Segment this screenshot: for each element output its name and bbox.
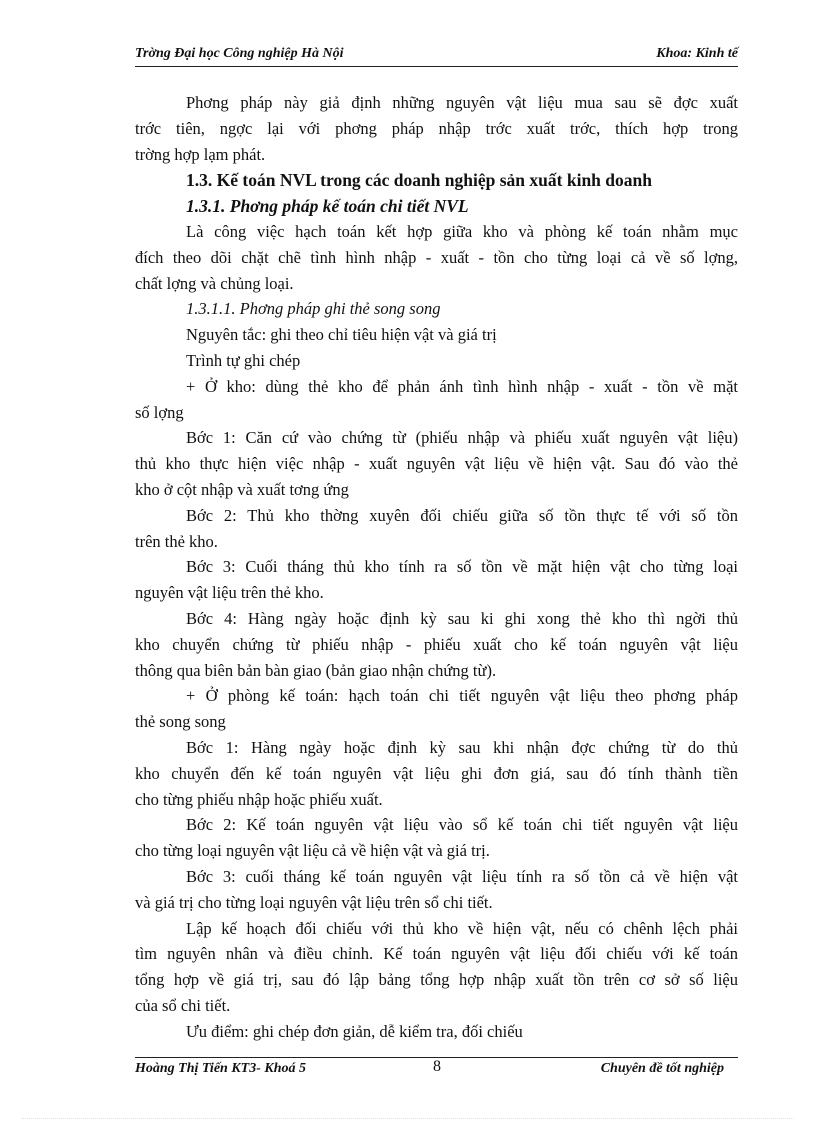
page-header [135, 46, 738, 67]
text-line: chất lợng và chủng loại. [135, 273, 294, 293]
page-number: 8 [433, 1058, 441, 1075]
text-line: Là công việc hạch toán kết hợp giữa kho và phòng kế toán nhằm mục [186, 222, 738, 241]
text-line: Bớc 3: cuối tháng kế toán nguyên vật liệu tính ra số tồn cả về hiện vật [186, 867, 738, 886]
header-faculty: Khoa: Kinh tế [656, 46, 738, 61]
text-line: số lợng [135, 402, 184, 422]
header-school: Trờng Đại học Công nghiệp Hà Nội [135, 46, 344, 61]
text-line: Lập kế hoạch đối chiếu với thủ kho về hiện vật, nếu có chênh lệch phải [186, 918, 738, 938]
page-footer [135, 1057, 738, 1080]
text-line: Trình tự ghi chép [186, 351, 301, 370]
text-line: nguyên vật liệu trên thẻ kho. [135, 583, 324, 603]
footer-title: Chuyên đề tốt nghiệp [600, 1061, 724, 1076]
text-line: + Ở kho: dùng thẻ kho để phản ánh tình hình nhập - xuất - tồn về mặt [186, 376, 738, 396]
text-line: thông qua biên bản bàn giao (bản giao nhận chứng từ). [135, 660, 497, 680]
text-line: 1.3.1.1. Phơng pháp ghi thẻ song song [186, 299, 441, 319]
text-line: Bớc 4: Hàng ngày hoặc định kỳ sau ki ghi xong thẻ kho thì ngời thủ [186, 609, 738, 628]
text-line: kho chuyển chứng từ phiếu nhập - phiếu xuất cho kế toán nguyên vật liệu [135, 634, 738, 654]
text-line: Bớc 2: Kế toán nguyên vật liệu vào sổ kế toán chi tiết nguyên vật liệu [186, 815, 738, 835]
text-line: tổng hợp về giá trị, sau đó lập bảng tổng hợp nhập xuất tồn trên cơ sở số liệu [135, 970, 738, 990]
text-line: của sổ chi tiết. [135, 996, 231, 1015]
text-line: Bớc 2: Thủ kho thờng xuyên đối chiếu giữa số tồn thực tế với số tồn [186, 505, 738, 525]
text-line: cho từng loại nguyên vật liệu cả về hiện vật và giá trị. [135, 841, 490, 861]
text-line: đích theo dõi chặt chẽ tình hình nhập - xuất - tồn cho từng loại cả về số lợng, [135, 247, 738, 267]
page-edge [22, 1118, 794, 1119]
text-line: trớc tiên, ngợc lại với phơng pháp nhập trớc xuất trớc, thích hợp trong [135, 118, 738, 138]
text-line: thủ kho thực hiện việc nhập - xuất nguyên vật liệu về hiện vật. Sau đó vào thẻ [135, 454, 738, 474]
text-line: trên thẻ kho. [135, 531, 218, 551]
text-line: Bớc 1: Hàng ngày hoặc định kỳ sau khi nhận đợc chứng từ do thủ [186, 738, 738, 757]
text-line: kho ở cột nhập và xuất tơng ứng [135, 480, 349, 499]
text-line: kho chuyển đến kế toán nguyên vật liệu ghi đơn giá, sau đó tính thành tiền [135, 763, 738, 783]
text-line: Bớc 3: Cuối tháng thủ kho tính ra số tồn về mặt hiện vật cho từng loại [186, 557, 738, 577]
text-line: trờng hợp lạm phát. [135, 144, 266, 164]
text-line: và giá trị cho từng loại nguyên vật liệu trên sổ chi tiết. [135, 892, 493, 912]
text-line: + Ở phòng kế toán: hạch toán chi tiết nguyên vật liệu theo phơng pháp [186, 686, 738, 706]
text-line: Ưu điểm: ghi chép đơn giản, dễ kiểm tra, đối chiếu [186, 1021, 523, 1041]
text-line: 1.3. Kế toán NVL trong các doanh nghiệp sản xuất kinh doanh [186, 170, 652, 191]
text-line: tìm nguyên nhân và điều chỉnh. Kế toán nguyên vật liệu đối chiếu với kế toán [135, 944, 738, 964]
footer-author: Hoàng Thị Tiến KT3- Khoá 5 [135, 1061, 307, 1076]
text-line: thẻ song song [135, 712, 226, 732]
text-line: Bớc 1: Căn cứ vào chứng từ (phiếu nhập và phiếu xuất nguyên vật liệu) [186, 428, 738, 448]
text-line: 1.3.1. Phơng pháp kế toán chi tiết NVL [186, 196, 469, 217]
text-line: cho từng phiếu nhập hoặc phiếu xuất. [135, 789, 383, 809]
text-line: Nguyên tắc: ghi theo chỉ tiêu hiện vật và giá trị [186, 325, 497, 345]
text-line: Phơng pháp này giả định những nguyên vật liệu mua sau sẽ đợc xuất [186, 93, 738, 112]
